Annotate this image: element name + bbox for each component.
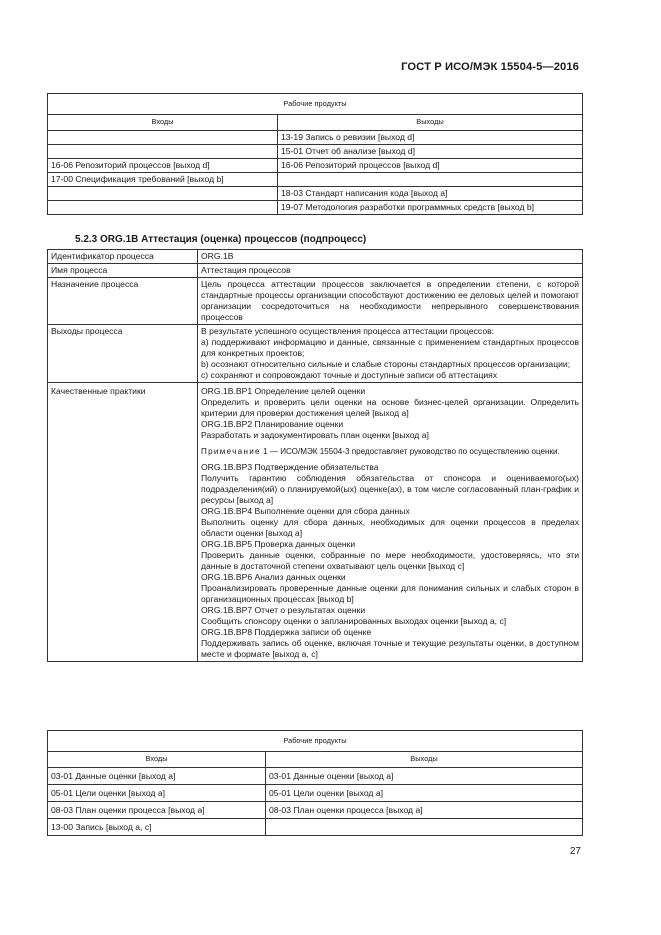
cell-input [48,187,278,201]
bp2-title: ORG.1B.BP2 Планирование оценки [201,419,344,429]
bp7-title: ORG.1B.BP7 Отчет о результатах оценки [201,604,366,615]
col-header-inputs: Входы [48,752,266,768]
table-header-row [48,752,583,768]
col-header-inputs: Входы [48,115,278,131]
col-header-outputs: Выходы [266,752,583,768]
cell-input: 08-03 План оценки процесса [выход a] [48,802,266,819]
page-number: 27 [569,846,581,857]
process-table [47,249,583,662]
process-practices-row [48,383,583,662]
table-caption-row [48,731,583,752]
bottom-work-products-table [47,730,583,836]
bp1-text: Определить и проверить цели оценки на основе бизнес-целей организации. Определить критерии для проверки достижения целей [выход a] [201,397,579,418]
value-process-outputs [198,325,583,383]
table-header-row [48,115,583,131]
label-process-purpose: Назначение процесса [48,278,198,325]
table-caption: Рабочие продукты [48,94,583,115]
cell-output: 08-03 План оценки процесса [выход a] [266,802,583,819]
bp3-text: Получить гарантию соблюдения обязательства от спонсора и оцениваемого(ых) подразделения(ий) о планируемой(ых) оценке(ах), в том числе согласованный план-график и ресурсы [выход a] [201,472,579,505]
cell-input: 16-06 Репозиторий процессов [выход d] [48,159,278,173]
cell-output: 13-19 Запись о ревизии [выход d] [278,131,583,145]
note [201,447,579,458]
document-header: ГОСТ Р ИСО/МЭК 15504-5—2016 [401,61,579,73]
cell-output: 03-01 Данные оценки [выход a] [266,768,583,785]
value-process-name: Аттестация процессов [198,264,583,278]
cell-output [278,173,583,187]
bp5-title: ORG.1B.BP5 Проверка данных оценки [201,538,356,549]
bp8-text: Поддерживать запись об оценке, включая точные и текущие результаты оценки, в доступном месте и формате [выход a, c] [201,637,579,659]
cell-output: 16-06 Репозиторий процессов [выход d] [278,159,583,173]
bp5-text: Проверить данные оценки, собранные по мере необходимости, удостоверяясь, что эти данные в достаточной степени охватывают цель оценки [выход c] [201,549,579,571]
value-process-purpose: Цель процесса аттестации процессов заключается в определении степени, с которой стандартные процессы организации способствуют достижению ее деловых целей и помогают организации сосредоточиться на необходимости непрерывного совершенствования процессов [198,278,583,325]
label-process-name: Имя процесса [48,264,198,278]
outputs-item-c: c) сохраняют и сопровождают точные и доступные записи об аттестациях [201,370,498,380]
cell-input: 05-01 Цели оценки [выход a] [48,785,266,802]
bp1-title: ORG.1B.BP1 Определение целей оценки [201,386,366,396]
table-row [48,187,583,201]
process-id-row [48,250,583,264]
bp6-text: Проанализировать проверенные данные оценки для понимания сильных и слабых сторон в организационных процессах [выход b] [201,582,579,604]
bp6-title: ORG.1B.BP6 Анализ данных оценки [201,571,346,582]
label-process-id: Идентификатор процесса [48,250,198,264]
col-header-outputs: Выходы [278,115,583,131]
cell-input: 13-00 Запись [выход a, c] [48,819,266,836]
bp4-title: ORG.1B.BP4 Выполнение оценки для сбора данных [201,505,410,516]
label-practices: Качественные практики [48,383,198,662]
cell-input: 17-00 Спецификация требований [выход b] [48,173,278,187]
bp4-text: Выполнить оценку для сбора данных, необходимых для оценки процессов в пределах области оценки [выход a] [201,516,579,538]
cell-output: 15-01 Отчет об анализе [выход d] [278,145,583,159]
table-row [48,802,583,819]
process-purpose-row [48,278,583,325]
cell-output: 05-01 Цели оценки [выход a] [266,785,583,802]
bp3-title: ORG.1B.BP3 Подтверждение обязательства [201,461,379,472]
bp7-text: Сообщить спонсору оценки о запланированных выходах оценки [выход a, c] [201,615,507,626]
cell-input [48,201,278,215]
process-name-row [48,264,583,278]
table-row [48,173,583,187]
table-row [48,145,583,159]
cell-input [48,145,278,159]
value-practices [198,383,583,662]
value-process-id: ORG.1B [198,250,583,264]
cell-output: 18-03 Стандарт написания кода [выход a] [278,187,583,201]
cell-input [48,131,278,145]
outputs-item-a: a) поддерживают информацию и данные, связанные с применением стандартных процессов для конкретных проектов; [201,337,579,358]
bp2-text: Разработать и задокументировать план оценки [выход a] [201,430,429,440]
process-outputs-row [48,325,583,383]
note-prefix: Примечание [201,447,261,456]
table-row [48,131,583,145]
outputs-item-b: b) осознают относительно сильные и слабые стороны стандартных процессов организации; [201,359,571,369]
cell-input: 03-01 Данные оценки [выход a] [48,768,266,785]
table-row [48,785,583,802]
section-heading: 5.2.3 ORG.1B Аттестация (оценка) процессов (подпроцесс) [75,234,367,245]
table-row [48,768,583,785]
cell-output [266,819,583,836]
table-caption: Рабочие продукты [48,731,583,752]
table-row [48,159,583,173]
cell-output: 19-07 Методология разработки программных средств [выход b] [278,201,583,215]
table-row [48,201,583,215]
table-caption-row [48,94,583,115]
note-text: 1 — ИСО/МЭК 15504-3 предоставляет руководство по осуществлению оценки. [260,447,560,456]
top-work-products-table [47,93,583,215]
outputs-intro: В результате успешного осуществления процесса аттестации процессов: [201,326,495,336]
bp8-title: ORG.1B.BP8 Поддержка записи об оценке [201,626,372,637]
label-process-outputs: Выходы процесса [48,325,198,383]
table-row [48,819,583,836]
